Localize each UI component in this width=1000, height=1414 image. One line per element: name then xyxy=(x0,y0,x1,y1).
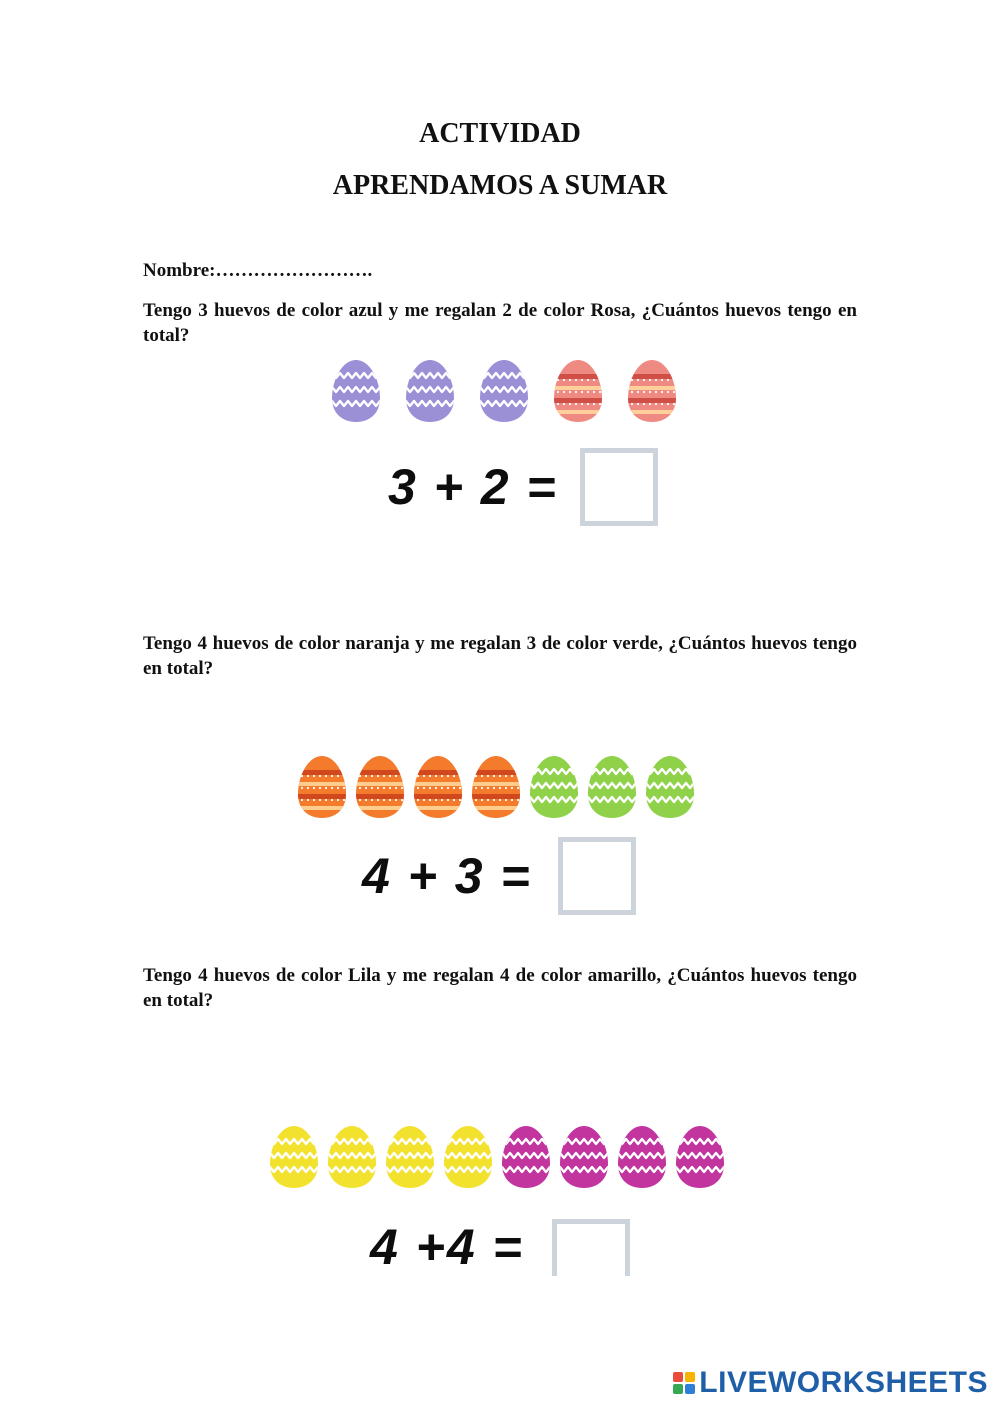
egg-icon xyxy=(470,754,522,820)
exercise-3-answer-box[interactable] xyxy=(552,1219,630,1276)
exercise-2-question: Tengo 4 huevos de color naranja y me regalan 3 de color verde, ¿Cuántos huevos tengo en total? xyxy=(143,633,857,679)
exercise-2-answer-box[interactable] xyxy=(558,837,636,915)
exercise-2-equation xyxy=(362,837,636,915)
exercise-1-equation xyxy=(388,448,658,526)
egg-icon xyxy=(586,754,638,820)
egg-icon xyxy=(296,754,348,820)
liveworksheets-logo xyxy=(673,1366,988,1400)
worksheet-title: ACTIVIDAD xyxy=(419,118,581,149)
egg-icon xyxy=(500,1124,552,1190)
name-field-label: Nombre:……………………. xyxy=(143,260,373,281)
exercise-3-equation xyxy=(370,1218,630,1276)
egg-icon xyxy=(442,1124,494,1190)
egg-icon xyxy=(616,1124,668,1190)
egg-icon xyxy=(326,1124,378,1190)
egg-icon xyxy=(354,754,406,820)
exercise-1-answer-box[interactable] xyxy=(580,448,658,526)
egg-icon xyxy=(268,1124,320,1190)
exercise-3-question: Tengo 4 huevos de color Lila y me regalan 4 de color amarillo, ¿Cuántos huevos tengo en total? xyxy=(143,965,857,1011)
egg-icon xyxy=(330,358,382,424)
exercise-1-equation-text: 3 + 2 = xyxy=(388,459,558,515)
egg-icon xyxy=(384,1124,436,1190)
worksheet-subtitle: APRENDAMOS A SUMAR xyxy=(332,170,668,201)
egg-icon xyxy=(478,358,530,424)
liveworksheets-mark-icon xyxy=(673,1372,695,1394)
egg-icon xyxy=(626,358,678,424)
liveworksheets-wordmark: LIVEWORKSHEETS xyxy=(699,1366,988,1399)
egg-icon xyxy=(558,1124,610,1190)
egg-icon xyxy=(404,358,456,424)
exercise-1-question: Tengo 3 huevos de color azul y me regalan 2 de color Rosa, ¿Cuántos huevos tengo en total? xyxy=(143,300,857,346)
exercise-3-egg-row xyxy=(268,1124,726,1190)
exercise-1-egg-row xyxy=(330,358,678,424)
egg-icon xyxy=(528,754,580,820)
exercise-2-equation-text: 4 + 3 = xyxy=(362,848,532,904)
exercise-3-equation-text: 4 +4 = xyxy=(370,1219,524,1275)
exercise-2-egg-row xyxy=(296,754,696,820)
egg-icon xyxy=(644,754,696,820)
egg-icon xyxy=(674,1124,726,1190)
egg-icon xyxy=(412,754,464,820)
egg-icon xyxy=(552,358,604,424)
